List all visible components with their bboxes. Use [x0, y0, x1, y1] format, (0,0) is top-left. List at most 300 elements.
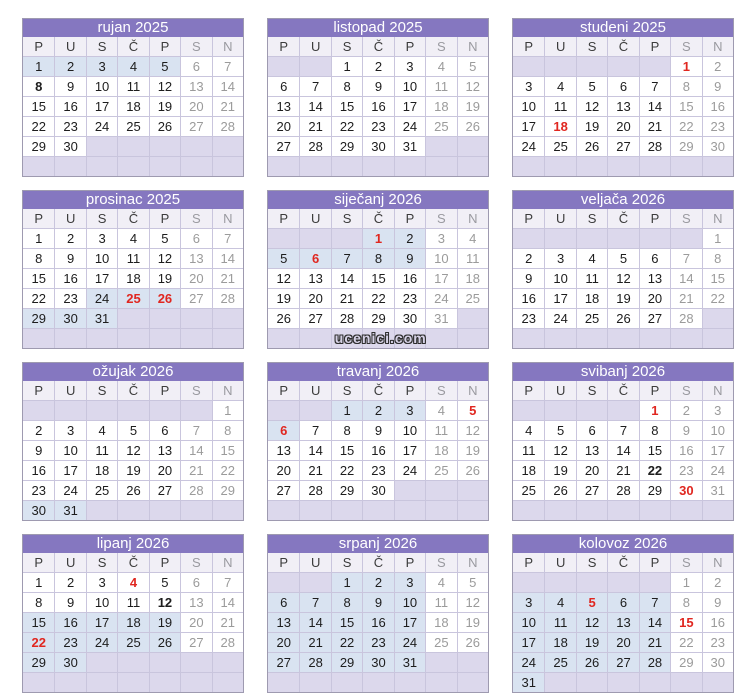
date-cell: 13: [180, 76, 211, 96]
day-header-cell: Č: [117, 553, 148, 572]
date-cell: 10: [394, 420, 425, 440]
date-cell: 12: [117, 440, 148, 460]
day-header-cell: S: [331, 37, 362, 56]
week-row: [23, 308, 243, 328]
date-cell: 10: [86, 592, 117, 612]
date-cell: 12: [149, 76, 180, 96]
date-cell: 3: [86, 228, 117, 248]
date-cell: 24: [86, 288, 117, 308]
date-cell: 4: [117, 228, 148, 248]
date-cell: 25: [117, 632, 148, 652]
date-cell: 13: [268, 440, 299, 460]
empty-cell: [86, 652, 117, 672]
date-cell: 17: [425, 268, 456, 288]
day-header-cell: P: [34, 383, 44, 398]
empty-cell: [331, 156, 362, 176]
empty-cell: [149, 672, 180, 692]
date-cell: 22: [670, 116, 701, 136]
month-title: srpanj 2026: [268, 535, 488, 553]
empty-cell: [299, 156, 330, 176]
empty-cell: [544, 672, 575, 692]
week-row: [23, 288, 243, 308]
day-header-cell: N: [457, 381, 488, 400]
week-row: [268, 228, 488, 248]
empty-cell: [180, 308, 211, 328]
empty-cell: [513, 156, 544, 176]
date-cell: 31: [54, 500, 85, 520]
week-row: [268, 440, 488, 460]
date-cell: 23: [23, 480, 54, 500]
empty-cell: [54, 672, 85, 692]
empty-cell: [639, 56, 670, 76]
date-cell: 28: [180, 480, 211, 500]
date-cell: 31: [513, 672, 544, 692]
day-header-cell: S: [86, 209, 117, 228]
day-header-cell: N: [212, 381, 243, 400]
date-cell: 20: [268, 632, 299, 652]
date-cell: 19: [457, 440, 488, 460]
date-cell: 23: [54, 288, 85, 308]
day-header-cell: P: [524, 555, 534, 570]
date-cell: 16: [362, 612, 393, 632]
day-header-cell: U: [54, 37, 85, 56]
day-header-cell: N: [212, 209, 243, 228]
week-row: [23, 76, 243, 96]
empty-cell: [513, 572, 544, 592]
date-cell: 11: [513, 440, 544, 460]
day-header-row: [23, 553, 243, 572]
date-cell: 22: [23, 632, 54, 652]
day-header-cell: P: [394, 209, 425, 228]
date-cell: 18: [86, 460, 117, 480]
date-cell: 9: [54, 248, 85, 268]
day-header-cell: N: [212, 553, 243, 572]
date-cell: 4: [117, 572, 148, 592]
date-cell: 11: [86, 440, 117, 460]
date-cell: 15: [362, 268, 393, 288]
date-cell: 7: [212, 56, 243, 76]
date-cell: 20: [607, 632, 638, 652]
date-cell: 27: [639, 308, 670, 328]
date-cell: 31: [86, 308, 117, 328]
date-cell: 22: [23, 288, 54, 308]
empty-cell: [180, 328, 211, 348]
date-cell: 6: [299, 248, 330, 268]
empty-cell: [299, 500, 330, 520]
week-row: [23, 500, 243, 520]
week-row: [23, 612, 243, 632]
date-cell: 11: [576, 268, 607, 288]
week-row: [23, 228, 243, 248]
empty-cell: [607, 328, 638, 348]
date-cell: 7: [212, 572, 243, 592]
date-cell: 9: [23, 440, 54, 460]
date-cell: 20: [607, 116, 638, 136]
week-row: [513, 76, 733, 96]
day-header-row: [268, 381, 488, 400]
date-cell: 3: [54, 420, 85, 440]
date-cell: 8: [331, 76, 362, 96]
date-cell: 27: [607, 652, 638, 672]
date-cell: 11: [117, 248, 148, 268]
date-cell: 14: [639, 96, 670, 116]
empty-cell: [268, 400, 299, 420]
date-cell: 21: [331, 288, 362, 308]
month-title: ožujak 2026: [23, 363, 243, 381]
date-cell: 23: [362, 632, 393, 652]
date-cell: 28: [331, 308, 362, 328]
day-header-cell: Č: [117, 209, 148, 228]
date-cell: 30: [54, 136, 85, 156]
week-row: [513, 440, 733, 460]
date-cell: 26: [149, 116, 180, 136]
empty-cell: [576, 572, 607, 592]
month-title: lipanj 2026: [23, 535, 243, 553]
date-cell: 29: [670, 136, 701, 156]
date-cell: 14: [180, 440, 211, 460]
empty-cell: [639, 328, 670, 348]
date-cell: 7: [212, 228, 243, 248]
day-header-cell: S: [180, 553, 211, 572]
date-cell: 9: [362, 420, 393, 440]
empty-cell: [180, 500, 211, 520]
date-cell: 18: [457, 268, 488, 288]
date-cell: 13: [299, 268, 330, 288]
date-cell: 11: [425, 76, 456, 96]
date-cell: 3: [86, 572, 117, 592]
date-cell: 8: [331, 420, 362, 440]
date-cell: 25: [544, 136, 575, 156]
date-cell: 21: [299, 460, 330, 480]
date-cell: 18: [544, 116, 575, 136]
date-cell: 27: [180, 632, 211, 652]
empty-cell: [331, 228, 362, 248]
date-cell: 15: [670, 96, 701, 116]
date-cell: 5: [457, 400, 488, 420]
empty-cell: [457, 500, 488, 520]
week-row: [268, 632, 488, 652]
date-cell: 5: [149, 228, 180, 248]
date-cell: 9: [702, 76, 733, 96]
date-cell: 10: [394, 592, 425, 612]
date-cell: 12: [149, 248, 180, 268]
date-cell: 23: [513, 308, 544, 328]
date-cell: 29: [23, 136, 54, 156]
date-cell: 15: [331, 440, 362, 460]
week-row: [513, 592, 733, 612]
day-header-cell: P: [279, 383, 289, 398]
date-cell: 2: [702, 572, 733, 592]
date-cell: 29: [362, 308, 393, 328]
day-header-cell: Č: [607, 381, 638, 400]
date-cell: 21: [639, 116, 670, 136]
date-cell: 8: [362, 248, 393, 268]
date-cell: 5: [117, 420, 148, 440]
empty-cell: [457, 156, 488, 176]
date-cell: 29: [23, 652, 54, 672]
empty-cell: [702, 328, 733, 348]
week-row: [268, 592, 488, 612]
date-cell: 14: [639, 612, 670, 632]
date-cell: 20: [268, 460, 299, 480]
date-cell: 16: [362, 96, 393, 116]
date-cell: 24: [702, 460, 733, 480]
date-cell: 6: [268, 76, 299, 96]
empty-cell: [180, 400, 211, 420]
date-cell: 11: [425, 592, 456, 612]
empty-cell: [457, 652, 488, 672]
date-cell: 10: [394, 76, 425, 96]
empty-cell: [23, 328, 54, 348]
week-row: [513, 156, 733, 176]
empty-cell: [362, 328, 393, 348]
empty-cell: [117, 652, 148, 672]
empty-cell: [607, 228, 638, 248]
empty-cell: [117, 308, 148, 328]
date-cell: 24: [544, 308, 575, 328]
empty-cell: [639, 228, 670, 248]
day-header-cell: S: [86, 37, 117, 56]
day-header-cell: P: [639, 209, 670, 228]
empty-cell: [457, 136, 488, 156]
date-cell: 27: [268, 480, 299, 500]
empty-cell: [149, 652, 180, 672]
date-cell: 19: [117, 460, 148, 480]
date-cell: 19: [576, 116, 607, 136]
day-header-row: [268, 553, 488, 572]
week-row: [268, 500, 488, 520]
week-row: [23, 268, 243, 288]
week-row: [23, 652, 243, 672]
empty-cell: [117, 400, 148, 420]
date-cell: 12: [607, 268, 638, 288]
day-header-cell: U: [54, 381, 85, 400]
empty-cell: [212, 156, 243, 176]
week-row: [268, 612, 488, 632]
empty-cell: [331, 328, 362, 348]
week-row: [513, 96, 733, 116]
date-cell: 10: [54, 440, 85, 460]
date-cell: 1: [23, 56, 54, 76]
empty-cell: [117, 136, 148, 156]
date-cell: 15: [23, 96, 54, 116]
empty-cell: [331, 672, 362, 692]
empty-cell: [268, 156, 299, 176]
empty-cell: [394, 156, 425, 176]
day-header-cell: S: [425, 381, 456, 400]
date-cell: 6: [180, 228, 211, 248]
day-header-cell: Č: [362, 209, 393, 228]
date-cell: 13: [268, 96, 299, 116]
empty-cell: [607, 672, 638, 692]
date-cell: 28: [299, 652, 330, 672]
date-cell: 27: [149, 480, 180, 500]
date-cell: 22: [331, 460, 362, 480]
date-cell: 5: [544, 420, 575, 440]
date-cell: 30: [362, 652, 393, 672]
date-cell: 17: [394, 440, 425, 460]
date-cell: 23: [670, 460, 701, 480]
date-cell: 22: [670, 632, 701, 652]
day-header-cell: U: [54, 553, 85, 572]
date-cell: 9: [670, 420, 701, 440]
date-cell: 1: [670, 572, 701, 592]
date-cell: 2: [362, 572, 393, 592]
date-cell: 30: [702, 652, 733, 672]
date-cell: 30: [23, 500, 54, 520]
date-cell: 11: [425, 420, 456, 440]
month-calendar: [267, 18, 489, 177]
day-header-cell: N: [457, 37, 488, 56]
date-cell: 2: [702, 56, 733, 76]
date-cell: 12: [544, 440, 575, 460]
date-cell: 25: [513, 480, 544, 500]
empty-cell: [513, 500, 544, 520]
day-header-cell: P: [279, 39, 289, 54]
week-row: [513, 228, 733, 248]
date-cell: 8: [702, 248, 733, 268]
date-cell: 10: [513, 612, 544, 632]
date-cell: 22: [23, 116, 54, 136]
empty-cell: [299, 228, 330, 248]
day-header-cell: U: [299, 381, 330, 400]
date-cell: 25: [117, 116, 148, 136]
date-cell: 17: [86, 268, 117, 288]
date-cell: 15: [212, 440, 243, 460]
date-cell: 16: [702, 96, 733, 116]
week-row: [268, 460, 488, 480]
day-header-cell: Č: [362, 553, 393, 572]
week-row: [513, 268, 733, 288]
date-cell: 23: [362, 116, 393, 136]
date-cell: 12: [268, 268, 299, 288]
week-row: [23, 116, 243, 136]
week-row: [23, 632, 243, 652]
day-header-cell: P: [639, 553, 670, 572]
empty-cell: [457, 308, 488, 328]
date-cell: 20: [639, 288, 670, 308]
day-header-row: [513, 553, 733, 572]
month-calendar: [512, 534, 734, 693]
empty-cell: [86, 500, 117, 520]
day-header-cell: S: [86, 381, 117, 400]
empty-cell: [331, 500, 362, 520]
date-cell: 7: [331, 248, 362, 268]
month-calendar: [512, 18, 734, 177]
date-cell: 15: [702, 268, 733, 288]
date-cell: 30: [362, 480, 393, 500]
date-cell: 4: [425, 572, 456, 592]
empty-cell: [268, 672, 299, 692]
day-header-cell: Č: [117, 381, 148, 400]
empty-cell: [149, 156, 180, 176]
watermark-text: ucenici.com: [334, 330, 427, 346]
empty-cell: [362, 156, 393, 176]
date-cell: 15: [670, 612, 701, 632]
empty-cell: [670, 156, 701, 176]
empty-cell: [54, 328, 85, 348]
day-header-cell: S: [180, 37, 211, 56]
date-cell: 26: [457, 116, 488, 136]
date-cell: 6: [268, 420, 299, 440]
date-cell: 14: [212, 248, 243, 268]
date-cell: 18: [425, 96, 456, 116]
date-cell: 16: [513, 288, 544, 308]
empty-cell: [576, 56, 607, 76]
date-cell: 19: [576, 632, 607, 652]
date-cell: 19: [544, 460, 575, 480]
date-cell: 22: [702, 288, 733, 308]
date-cell: 19: [607, 288, 638, 308]
empty-cell: [544, 156, 575, 176]
week-row: [23, 480, 243, 500]
month-title: listopad 2025: [268, 19, 488, 37]
empty-cell: [212, 500, 243, 520]
date-cell: 15: [23, 612, 54, 632]
week-row: [268, 308, 488, 328]
date-cell: 23: [702, 116, 733, 136]
date-cell: 1: [212, 400, 243, 420]
date-cell: 4: [86, 420, 117, 440]
date-cell: 25: [457, 288, 488, 308]
day-header-cell: P: [394, 553, 425, 572]
date-cell: 9: [702, 592, 733, 612]
date-cell: 4: [117, 56, 148, 76]
empty-cell: [544, 400, 575, 420]
empty-cell: [299, 328, 330, 348]
day-header-cell: U: [544, 37, 575, 56]
month-title: svibanj 2026: [513, 363, 733, 381]
date-cell: 5: [268, 248, 299, 268]
day-header-row: [23, 381, 243, 400]
date-cell: 13: [607, 96, 638, 116]
date-cell: 12: [457, 76, 488, 96]
day-header-cell: S: [86, 553, 117, 572]
date-cell: 29: [212, 480, 243, 500]
day-header-cell: U: [299, 209, 330, 228]
date-cell: 1: [331, 572, 362, 592]
day-header-cell: N: [702, 553, 733, 572]
date-cell: 25: [117, 288, 148, 308]
empty-cell: [513, 328, 544, 348]
date-cell: 7: [180, 420, 211, 440]
date-cell: 21: [212, 268, 243, 288]
empty-cell: [268, 56, 299, 76]
date-cell: 26: [576, 652, 607, 672]
month-calendar: [267, 362, 489, 521]
day-header-cell: N: [702, 209, 733, 228]
date-cell: 8: [331, 592, 362, 612]
day-header-cell: Č: [607, 37, 638, 56]
week-row: [268, 96, 488, 116]
date-cell: 23: [54, 632, 85, 652]
empty-cell: [702, 156, 733, 176]
empty-cell: [299, 400, 330, 420]
month-calendar: [267, 534, 489, 693]
date-cell: 20: [268, 116, 299, 136]
week-row: [268, 156, 488, 176]
day-header-cell: N: [457, 209, 488, 228]
date-cell: 20: [180, 96, 211, 116]
empty-cell: [268, 228, 299, 248]
date-cell: 9: [54, 76, 85, 96]
date-cell: 12: [457, 420, 488, 440]
empty-cell: [394, 480, 425, 500]
date-cell: 17: [513, 632, 544, 652]
empty-cell: [576, 400, 607, 420]
empty-cell: [670, 672, 701, 692]
week-row: [268, 248, 488, 268]
